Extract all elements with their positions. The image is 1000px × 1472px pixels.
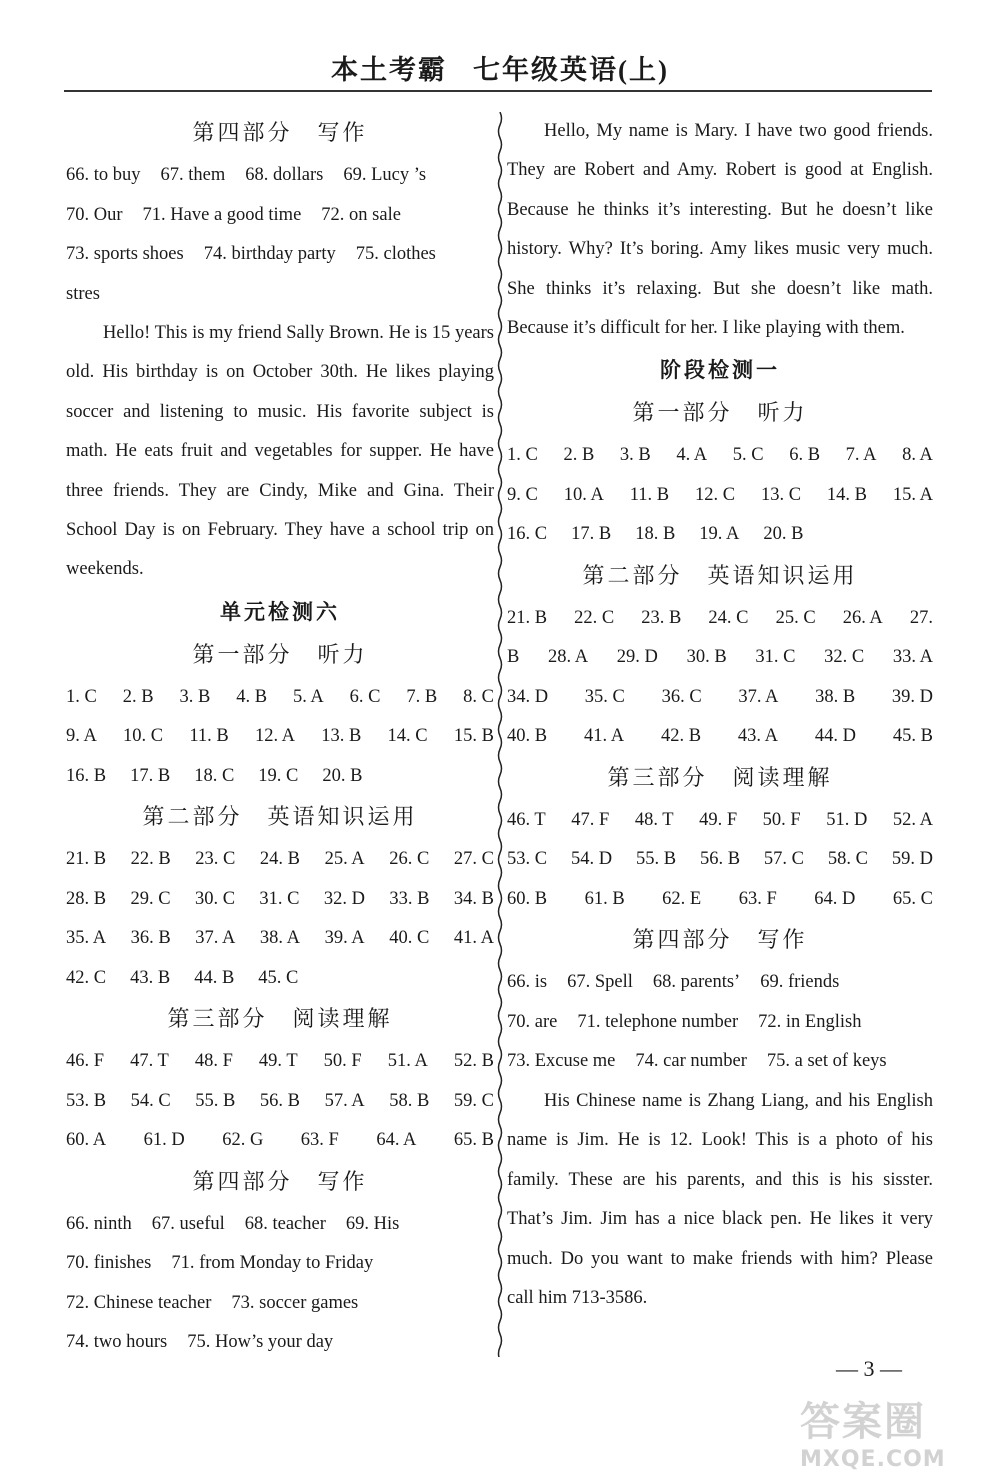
answer-item: 73. Excuse me: [507, 1051, 616, 1072]
answer-item: 22. C: [574, 607, 615, 628]
answer-item: 20. B: [763, 524, 804, 545]
answer-row: [507, 880, 933, 920]
answer-item: 25. C: [775, 607, 816, 628]
answer-item: 42. B: [660, 726, 702, 747]
answer-item: 52. B: [453, 1051, 494, 1072]
book-subtitle: 七年级英语(上): [473, 55, 669, 85]
essay-paragraph: [507, 112, 933, 348]
answer-item: 29. C: [130, 888, 171, 909]
answer-row: [507, 638, 933, 678]
page-header: [0, 48, 1000, 87]
page-number: — 3 —: [836, 1356, 902, 1381]
answer-item: 68. parents’: [652, 972, 741, 993]
answer-item: 8. C: [463, 686, 494, 707]
answer-item: 2. B: [122, 686, 154, 707]
answer-item: 57. A: [324, 1090, 365, 1111]
answer-row: [66, 156, 494, 196]
answer-row: [66, 1284, 494, 1324]
answer-item: 44. B: [194, 967, 235, 988]
answer-item: 74. two hours: [66, 1332, 168, 1353]
answer-block: [66, 678, 494, 797]
answer-item: 30. B: [686, 647, 727, 668]
answer-item: 23. B: [641, 607, 682, 628]
essay-text: Hello, My name is Mary. I have two good friends. They are Robert and Amy. Robert is good at English. Because he thinks it’s interesting. But he doesn’t like history. Why? It’s boring. Amy likes music very much. She thinks it’s relaxing. But she doesn’t like math. Because it’s difficult for her. I like playing with them.: [507, 121, 933, 339]
answer-item: 36. C: [661, 686, 702, 707]
answer-item: 15. A: [892, 484, 933, 505]
answer-item: 25. A: [324, 849, 365, 870]
answer-item: 56. B: [259, 1090, 301, 1111]
answer-item: 32. D: [323, 888, 365, 909]
section-heading: 第二部分 英语知识运用: [142, 805, 418, 831]
answer-item: 5. A: [292, 686, 324, 707]
section-heading: 第四部分 写作: [192, 121, 368, 146]
answer-item: 23. C: [195, 849, 236, 870]
answer-item: 4. A: [676, 445, 708, 466]
answer-item: 55. B: [635, 849, 677, 870]
answer-item: 70. Our: [66, 204, 123, 225]
answer-item: 48. T: [634, 809, 674, 830]
answer-block: [507, 436, 933, 555]
answer-item: 64. A: [376, 1130, 417, 1151]
answer-item: 37. A: [195, 928, 236, 949]
answer-item: 2. B: [563, 445, 595, 466]
answer-row: [66, 959, 494, 999]
section-heading: 第二部分 英语知识运用: [582, 563, 858, 589]
answer-row: [507, 1003, 933, 1043]
answer-item: 57. C: [763, 849, 804, 870]
section-heading: 第四部分 写作: [192, 1169, 368, 1195]
answer-item: 33. B: [389, 888, 430, 909]
answer-item: 71. Have a good time: [142, 204, 302, 225]
answer-item: 9. A: [66, 726, 97, 747]
answer-item: 27.: [909, 607, 933, 628]
book-title: 本土考霸: [331, 55, 447, 85]
answer-item: 1. C: [66, 686, 97, 707]
answer-block: [66, 156, 494, 275]
answer-item: 52. A: [892, 809, 933, 830]
answer-item: 72. Chinese teacher: [66, 1292, 212, 1313]
answer-item: 75. clothes: [355, 244, 436, 264]
answer-row: [66, 717, 494, 757]
answer-row: [507, 476, 933, 516]
answer-item: 40. C: [389, 928, 430, 949]
section-heading: 第一部分 听力: [632, 401, 808, 427]
unit-title: 单元检测六: [220, 599, 340, 624]
answer-item: 7. B: [406, 686, 438, 707]
answer-item: 45. C: [258, 967, 299, 988]
answer-item: 28. A: [548, 647, 589, 668]
answer-item: 12. A: [254, 726, 296, 747]
answer-item: 43. B: [130, 967, 171, 988]
answer-item: 12. C: [694, 484, 736, 505]
answer-row: [507, 599, 933, 639]
answer-item: 27. C: [453, 849, 494, 870]
answer-block: [507, 599, 933, 757]
answer-item: 14. B: [826, 484, 867, 505]
answer-block: [507, 963, 933, 1082]
watermark-text: 答案圈: [800, 1399, 926, 1445]
answer-block: [507, 801, 933, 920]
answer-item: 4. B: [236, 686, 268, 707]
answer-item: 42. C: [66, 967, 107, 988]
answer-item: 70. finishes: [66, 1253, 152, 1274]
column-divider: [496, 112, 504, 1357]
answer-row: [507, 840, 933, 880]
answer-row: [66, 275, 494, 315]
stage-title: 阶段检测一: [660, 358, 780, 383]
section-heading: 第三部分 阅读理解: [167, 1007, 393, 1033]
answer-row: [66, 1042, 494, 1082]
header-rule: [64, 90, 932, 92]
answer-item: 10. C: [123, 726, 164, 747]
answer-item: 63. F: [738, 888, 777, 909]
answer-item: 19. C: [258, 765, 299, 786]
answer-item: 34. D: [507, 686, 549, 707]
answer-item: 62. G: [222, 1130, 264, 1151]
answer-item: 18. C: [194, 765, 235, 786]
answer-row: [66, 1121, 494, 1161]
answer-item: 69. friends: [760, 972, 840, 993]
answer-row: [66, 235, 494, 275]
answer-row: [66, 757, 494, 797]
answer-item: 51. D: [826, 809, 868, 830]
answer-item: 49. T: [258, 1051, 298, 1072]
answer-item: 26. C: [389, 849, 430, 870]
answer-item: 66. is: [507, 972, 548, 993]
answer-item: 9. C: [507, 484, 538, 505]
answer-row: [66, 880, 494, 920]
answer-item: 60. B: [507, 888, 548, 909]
answer-item: 69. His: [345, 1213, 400, 1234]
answer-item: 69. Lucy ’s: [343, 165, 427, 185]
watermark-url: MXQE.COM: [800, 1447, 946, 1472]
answer-item: 50. F: [323, 1051, 362, 1072]
answer-item: 35. C: [584, 686, 625, 707]
answer-item: 65. B: [453, 1130, 494, 1151]
answer-item: 62. E: [662, 888, 702, 909]
answer-item: 55. B: [195, 1090, 236, 1111]
answer-item: 26. A: [842, 607, 883, 628]
answer-item: 64. D: [814, 888, 856, 909]
answer-item: 17. B: [130, 765, 171, 786]
answer-item: 21. B: [66, 849, 107, 870]
answer-item: 46. F: [66, 1051, 105, 1072]
essay-text: Hello! This is my friend Sally Brown. He is 15 years old. His birthday is on October 30th. He likes playing soccer and listening to music. His favorite subject is math. He eats fruit and vegetables for supper. He have three friends. They are Cindy, Mike and Gina. Their School Day is on February. They have a school trip on weekends.: [66, 323, 494, 580]
answer-item: 39. A: [324, 928, 365, 949]
answer-item: 72. in English: [758, 1011, 862, 1032]
answer-item: 73. sports shoes: [66, 244, 184, 264]
answer-item: 58. C: [827, 849, 868, 870]
answer-item: 14. C: [387, 726, 428, 747]
answer-row: [507, 436, 933, 476]
answer-row: [66, 1244, 494, 1284]
right-column: [507, 112, 933, 1318]
answer-item: 16. C: [507, 524, 548, 545]
answer-item: 59. C: [453, 1090, 494, 1111]
answer-item: 70. are: [507, 1011, 558, 1032]
answer-item: 11. B: [189, 726, 229, 747]
answer-item: 65. C: [892, 888, 933, 909]
answer-item: 66. ninth: [66, 1213, 132, 1234]
answer-item: 58. B: [389, 1090, 430, 1111]
answer-item: 18. B: [635, 524, 676, 545]
answer-item: 61. D: [143, 1130, 185, 1151]
answer-item: 10. A: [563, 484, 604, 505]
answer-item: 46. T: [507, 809, 546, 830]
answer-item: 67. useful: [151, 1213, 225, 1234]
answer-item: 32. C: [824, 647, 865, 668]
answer-item: 53. C: [507, 849, 548, 870]
answer-row: [66, 678, 494, 718]
answer-item: 13. B: [321, 726, 362, 747]
section-heading: 第一部分 听力: [192, 642, 368, 668]
answer-row: [66, 840, 494, 880]
answer-item: 5. C: [732, 445, 764, 466]
answer-item: 3. B: [179, 686, 211, 707]
answer-row: [66, 196, 494, 236]
answer-item: 66. to buy: [66, 165, 141, 185]
answer-item: 51. A: [387, 1051, 428, 1072]
answer-item: 39. D: [891, 686, 933, 707]
answer-item: 19. A: [699, 524, 740, 545]
answer-item: 73. soccer games: [231, 1292, 359, 1313]
answer-block: [66, 1205, 494, 1363]
answer-item: 47. F: [571, 809, 610, 830]
answer-item: 56. B: [699, 849, 741, 870]
answer-item: 63. F: [300, 1130, 339, 1151]
essay-text: His Chinese name is Zhang Liang, and his English name is Jim. He is 12. Look! This is a photo of his family. These are his parents, and this is his sisster. That’s Jim. Jim has a nice black pen. He likes it very much. Do you want to make friends with him? Please call him 713-3586.: [507, 1090, 933, 1308]
answer-item: 17. B: [571, 524, 612, 545]
answer-item: 30. C: [194, 888, 236, 909]
answer-item: 29. D: [616, 647, 658, 668]
answer-item: 38. A: [259, 928, 301, 949]
answer-item: 15. B: [453, 726, 494, 747]
answer-item: stres: [66, 283, 100, 304]
answer-item: 41. A: [453, 928, 494, 949]
answer-item: 33. A: [892, 647, 933, 668]
answer-row: [507, 963, 933, 1003]
answer-item: 50. F: [762, 809, 801, 830]
answer-item: 21. B: [507, 607, 548, 628]
answer-item: 41. A: [583, 726, 625, 747]
answer-item: 45. B: [892, 726, 933, 747]
answer-item: 67. Spell: [567, 972, 633, 993]
answer-row: [507, 678, 933, 718]
answer-row: [507, 515, 933, 555]
answer-row: [66, 1205, 494, 1245]
answer-item: 60. A: [66, 1130, 107, 1151]
answer-item: 20. B: [322, 765, 363, 786]
answer-row: [507, 1042, 933, 1082]
answer-row: [66, 1082, 494, 1122]
answer-item: 74. car number: [635, 1051, 747, 1072]
answer-item: B: [507, 647, 520, 668]
answer-item: 48. F: [194, 1051, 233, 1072]
answer-item: 31. C: [755, 647, 796, 668]
answer-item: 71. from Monday to Friday: [171, 1253, 374, 1274]
answer-item: 47. T: [130, 1051, 169, 1072]
answer-item: 75. How’s your day: [187, 1332, 334, 1353]
answer-item: 75. a set of keys: [766, 1051, 887, 1072]
essay-paragraph: [507, 1082, 933, 1318]
answer-item: 35. A: [66, 928, 107, 949]
answer-item: 37. A: [738, 686, 779, 707]
answer-block: [66, 1042, 494, 1161]
section-heading: 第四部分 写作: [632, 928, 808, 954]
answer-item: 44. D: [814, 726, 856, 747]
essay-paragraph: [66, 314, 494, 590]
answer-item: 1. C: [507, 445, 538, 466]
answer-item: 7. A: [845, 445, 877, 466]
answer-item: 59. D: [891, 849, 933, 870]
answer-block: [66, 840, 494, 998]
answer-row: [507, 717, 933, 757]
watermark-logo: [800, 1390, 990, 1472]
answer-item: 43. A: [737, 726, 778, 747]
answer-item: 53. B: [66, 1090, 107, 1111]
answer-item: 6. C: [349, 686, 381, 707]
answer-item: 13. C: [760, 484, 802, 505]
answer-item: 54. C: [130, 1090, 171, 1111]
answer-item: 6. B: [789, 445, 821, 466]
answer-item: 61. B: [584, 888, 625, 909]
answer-item: 54. D: [570, 849, 613, 870]
answer-item: 71. telephone number: [577, 1011, 739, 1032]
answer-row: [66, 1323, 494, 1363]
answer-item: 28. B: [66, 888, 107, 909]
answer-item: 34. B: [453, 888, 494, 909]
answer-item: 72. on sale: [321, 204, 401, 225]
section-heading: 第三部分 阅读理解: [607, 765, 833, 791]
answer-item: 24. C: [708, 607, 749, 628]
answer-item: 40. B: [507, 726, 548, 747]
answer-item: 74. birthday party: [203, 244, 336, 264]
answer-item: 16. B: [66, 765, 107, 786]
answer-item: 67. them: [160, 165, 226, 185]
answer-item: 31. C: [259, 888, 300, 909]
left-column: [66, 112, 494, 1363]
answer-item: 24. B: [259, 849, 301, 870]
answer-item: 22. B: [130, 849, 171, 870]
answer-item: 68. dollars: [245, 165, 324, 185]
answer-item: 36. B: [130, 928, 171, 949]
answer-item: 11. B: [629, 484, 670, 505]
answer-item: 3. B: [619, 445, 651, 466]
answer-item: 49. F: [699, 809, 738, 830]
answer-item: 68. teacher: [244, 1213, 326, 1234]
answer-row: [66, 919, 494, 959]
answer-item: 8. A: [902, 445, 933, 466]
answer-item: 38. B: [815, 686, 856, 707]
answer-row: [507, 801, 933, 841]
